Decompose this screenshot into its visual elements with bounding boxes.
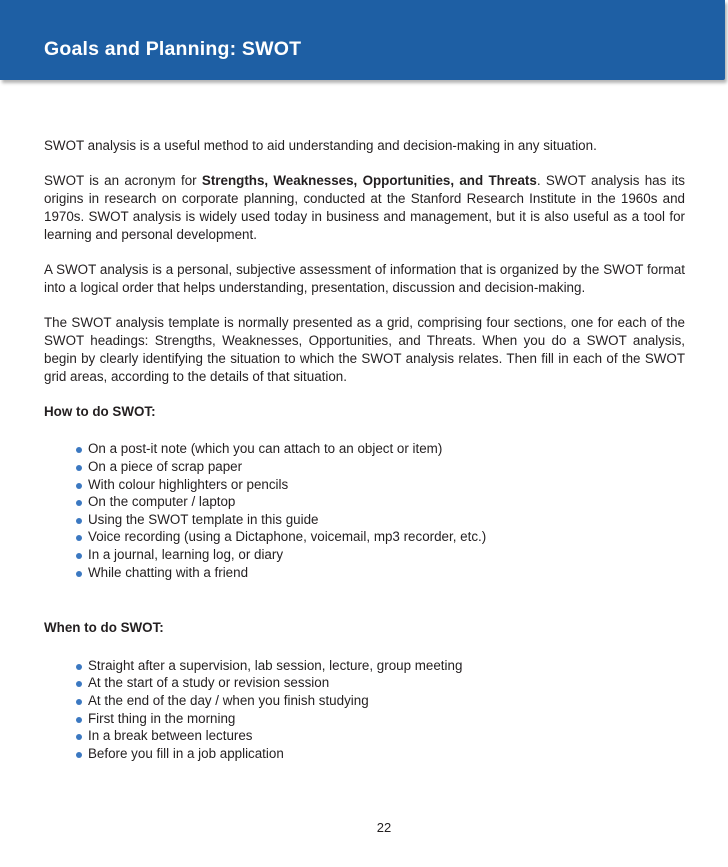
list-item-text: At the end of the day / when you finish studying xyxy=(88,693,369,709)
acronym-text-end: . SWOT analysis has its origins in research on corporate planning, conducted at the Stanford Research Institute in the 1960s and 1970s. SWOT analysis is widely used today in business and management, but it is also useful as a tool for learning and personal development. xyxy=(44,173,685,242)
bullet-icon xyxy=(76,734,82,740)
acronym-text-start: SWOT is an acronym for xyxy=(44,173,202,189)
acronym-paragraph xyxy=(44,172,685,243)
list-item xyxy=(74,710,685,728)
bullet-icon xyxy=(76,465,82,471)
list-item-text: While chatting with a friend xyxy=(88,564,249,580)
list-item-text: With colour highlighters or pencils xyxy=(88,476,289,492)
list-item xyxy=(74,458,685,476)
list-item-text: Straight after a supervision, lab session, lecture, group meeting xyxy=(88,657,463,673)
list-item xyxy=(74,674,685,692)
list-item-text: Voice recording (using a Dictaphone, voicemail, mp3 recorder, etc.) xyxy=(88,529,487,545)
when-to-list xyxy=(44,657,685,763)
how-to-heading: How to do SWOT: xyxy=(44,403,156,419)
bullet-icon xyxy=(76,447,82,453)
bullet-icon xyxy=(76,535,82,541)
assessment-paragraph: A SWOT analysis is a personal, subjective assessment of information that is organized by the SWOT format into a logical order that helps understanding, presentation, discussion and decision-making. xyxy=(44,262,685,295)
list-item-text: At the start of a study or revision session xyxy=(88,675,330,691)
bullet-icon xyxy=(76,752,82,758)
template-paragraph: The SWOT analysis template is normally presented as a grid, comprising four sections, one for each of the SWOT headings: Strengths, Weaknesses, Opportunities, and Threats. When you do a SWOT analysis, begin by clearly identifying the situation to which the SWOT analysis relates. Then fill in each of the SWOT grid areas, according to the details of that situation. xyxy=(44,315,685,384)
list-item xyxy=(74,692,685,710)
list-item-text: First thing in the morning xyxy=(88,710,236,726)
list-item xyxy=(74,493,685,511)
list-item xyxy=(74,476,685,494)
list-item xyxy=(74,564,685,582)
list-item-text: On the computer / laptop xyxy=(88,494,236,510)
how-to-list xyxy=(44,440,685,581)
list-item-text: In a journal, learning log, or diary xyxy=(88,546,284,562)
list-item xyxy=(74,745,685,763)
list-item-text: On a piece of scrap paper xyxy=(88,458,243,474)
list-item xyxy=(74,511,685,529)
page-title: Goals and Planning: SWOT xyxy=(44,38,302,60)
list-item-text: Using the SWOT template in this guide xyxy=(88,511,319,527)
bullet-icon xyxy=(76,717,82,723)
when-to-heading: When to do SWOT: xyxy=(44,620,164,636)
acronym-bold-terms: Strengths, Weaknesses, Opportunities, and Threats xyxy=(201,173,537,189)
list-item xyxy=(74,546,685,564)
document-body xyxy=(44,137,685,762)
list-item-text: Before you fill in a job application xyxy=(88,745,284,761)
bullet-icon xyxy=(76,500,82,506)
list-item xyxy=(74,440,685,458)
list-item xyxy=(74,657,685,675)
bullet-icon xyxy=(76,553,82,559)
bullet-icon xyxy=(76,483,82,489)
list-item xyxy=(74,727,685,745)
bullet-icon xyxy=(76,571,82,577)
list-item xyxy=(74,528,685,546)
list-item-text: On a post-it note (which you can attach to an object or item) xyxy=(88,441,443,457)
header-banner xyxy=(0,0,725,80)
bullet-icon xyxy=(76,681,82,687)
intro-paragraph: SWOT analysis is a useful method to aid understanding and decision-making in any situation. xyxy=(44,138,597,153)
bullet-icon xyxy=(76,518,82,524)
bullet-icon xyxy=(76,699,82,705)
page-number: 22 xyxy=(376,820,392,835)
list-item-text: In a break between lectures xyxy=(88,728,253,744)
bullet-icon xyxy=(76,664,82,670)
